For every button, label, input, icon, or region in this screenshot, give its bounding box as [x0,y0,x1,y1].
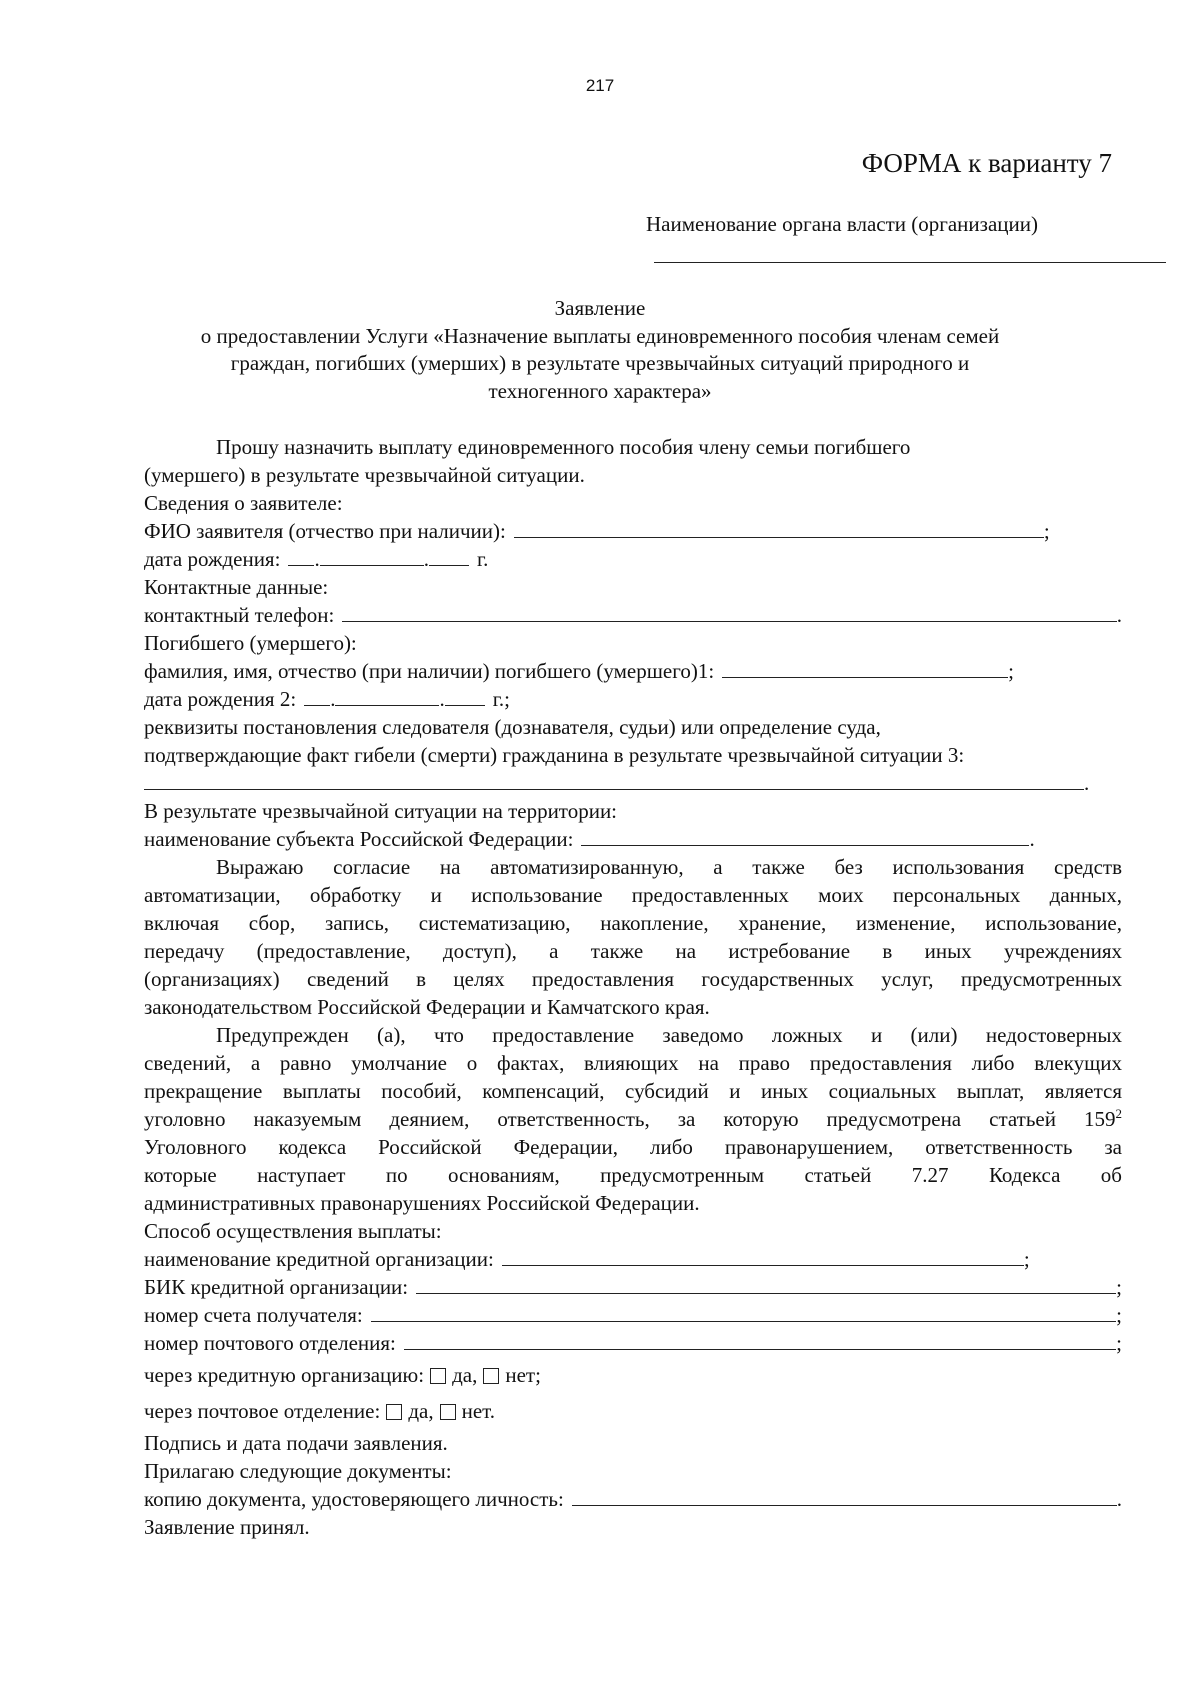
via-bank-yes-checkbox[interactable] [430,1368,446,1384]
semicolon: ; [1023,1247,1030,1271]
requisites-row [144,769,1122,797]
account-label: номер счета получателя: [144,1303,363,1327]
title-line: граждан, погибших (умерших) в результате чрезвычайных ситуаций природного и [230,351,970,375]
date-separator: . [330,687,336,711]
title-line: Заявление [554,296,646,320]
account-field[interactable] [371,1305,1116,1322]
warning-line: Предупрежден (а), что предоставление заведомо ложных и (или) недостоверных [216,1023,1122,1047]
id-copy-field[interactable] [572,1489,1117,1506]
phone-row [144,601,1122,629]
deceased-fio-field[interactable] [722,661,1008,678]
phone-field[interactable] [342,605,1116,622]
deceased-fio-label: фамилия, имя, отчество (при наличии) погибшего (умершего)1: [144,659,715,683]
warning-line-text: уголовно наказуемым деянием, ответственность, за которую предусмотрена статьей 159 [144,1107,1116,1131]
document-title [100,295,1100,405]
bank-field[interactable] [502,1249,1024,1266]
via-post-row [144,1393,1122,1429]
consent-line: включая сбор, запись, систематизацию, накопление, хранение, изменение, использование, [144,911,1122,935]
contacts-heading: Контактные данные: [144,575,329,599]
phone-label: контактный телефон: [144,603,335,627]
semicolon: ; [1116,1303,1122,1327]
via-bank-label: через кредитную организацию: [144,1363,425,1387]
death-birth-year-field[interactable] [445,689,485,706]
post-office-label: номер почтового отделения: [144,1331,396,1355]
signature-line: Подпись и дата подачи заявления. [144,1431,448,1455]
subject-row [144,825,1122,853]
id-copy-label: копию документа, удостоверяющего личность: [144,1487,564,1511]
period: . [1084,771,1090,795]
birth-year-field[interactable] [429,549,469,566]
year-suffix: г. [476,547,489,571]
article-superscript: 2 [1115,1106,1122,1121]
yes-label: да, [452,1363,478,1387]
deceased-birth-label: дата рождения 2: [144,687,297,711]
consent-line: (организациях) сведений в целях предоставления государственных услуг, предусмотренных [144,967,1122,991]
title-line: техногенного характера» [488,378,712,403]
semicolon: ; [1043,519,1050,543]
date-separator: . [423,547,429,571]
bank-label: наименование кредитной организации: [144,1247,494,1271]
period: . [1029,827,1035,851]
via-bank-no-checkbox[interactable] [483,1368,499,1384]
bik-label: БИК кредитной организации: [144,1275,409,1299]
date-separator: . [439,687,445,711]
death-birth-day-field[interactable] [304,689,330,706]
birth-month-field[interactable] [320,549,424,566]
deceased-heading: Погибшего (умершего): [144,631,357,655]
date-separator: . [314,547,320,571]
title-line: о предоставлении Услуги «Назначение выплаты единовременного пособия членам семей [200,323,1000,348]
consent-line: автоматизации, обработку и использование предоставленных моих персональных данных, [144,883,1122,907]
territory-heading: В результате чрезвычайной ситуации на территории: [144,799,618,823]
requisites-line: подтверждающие факт гибели (смерти) гражданина в результате чрезвычайной ситуации 3: [144,743,965,767]
warning-line: сведений, а равно умолчание о фактах, влияющих на право предоставления либо влекущих [144,1051,1122,1075]
applicant-birth-label: дата рождения: [144,547,281,571]
requisites-line: реквизиты постановления следователя (дознавателя, судьи) или определение суда, [144,715,881,739]
warning-line: Уголовного кодекса Российской Федерации, либо правонарушением, ответственность за [144,1135,1122,1159]
consent-line: Выражаю согласие на автоматизированную, а также без использования средств [216,855,1122,879]
warning-line: административных правонарушениях Российской Федерации. [144,1191,700,1215]
applicant-fio-field[interactable] [514,521,1044,538]
subject-label: наименование субъекта Российской Федерации: [144,827,574,851]
intro-line: Прошу назначить выплату единовременного пособия члену семьи погибшего [216,435,911,459]
payment-heading: Способ осуществления выплаты: [144,1219,442,1243]
form-label: ФОРМА к варианту 7 [861,148,1112,178]
applicant-birth-row [144,545,1122,573]
bik-field[interactable] [416,1277,1116,1294]
org-name-caption: Наименование органа власти (организации) [646,212,1038,236]
warning-line: которые наступает по основаниям, предусмотренным статьей 7.27 Кодекса об [144,1163,1122,1187]
id-copy-row [144,1485,1122,1513]
subject-field[interactable] [581,829,1029,846]
page-number: 217 [585,76,615,95]
intro-line: (умершего) в результате чрезвычайной ситуации. [144,463,585,487]
semicolon: ; [1116,1331,1122,1355]
semicolon: ; [1116,1275,1122,1299]
via-post-yes-checkbox[interactable] [386,1404,402,1420]
consent-line: передачу (предоставление, доступ), а также на истребование в иных учреждениях [144,939,1122,963]
bank-row [144,1245,1122,1273]
year-suffix: г.; [492,687,511,711]
org-name-field[interactable] [654,262,1166,263]
applicant-heading: Сведения о заявителе: [144,491,343,515]
deceased-birth-row [144,685,1122,713]
via-bank-row [144,1357,1122,1393]
account-row [144,1301,1122,1329]
attach-heading: Прилагаю следующие документы: [144,1459,452,1483]
applicant-fio-row [144,517,1122,545]
accepted-line: Заявление принял. [144,1515,310,1539]
warning-line: прекращение выплаты пособий, компенсаций, субсидий и иных социальных выплат, является [144,1079,1122,1103]
bik-row [144,1273,1122,1301]
period: . [1116,603,1122,627]
applicant-fio-label: ФИО заявителя (отчество при наличии): [144,519,506,543]
deceased-fio-row [144,657,1122,685]
post-office-row [144,1329,1122,1357]
post-office-field[interactable] [404,1333,1116,1350]
warning-line [144,1105,1122,1133]
yes-label: да, [408,1399,434,1423]
period: . [1116,1487,1122,1511]
via-post-label: через почтовое отделение: [144,1399,381,1423]
death-birth-month-field[interactable] [335,689,439,706]
birth-day-field[interactable] [288,549,314,566]
consent-line: законодательством Российской Федерации и Камчатского края. [144,995,710,1019]
no-label: нет; [505,1363,541,1387]
no-label: нет. [461,1399,496,1423]
requisites-field[interactable] [144,773,1084,790]
form-body [144,433,1122,1541]
via-post-no-checkbox[interactable] [440,1404,456,1420]
semicolon: ; [1008,659,1014,683]
